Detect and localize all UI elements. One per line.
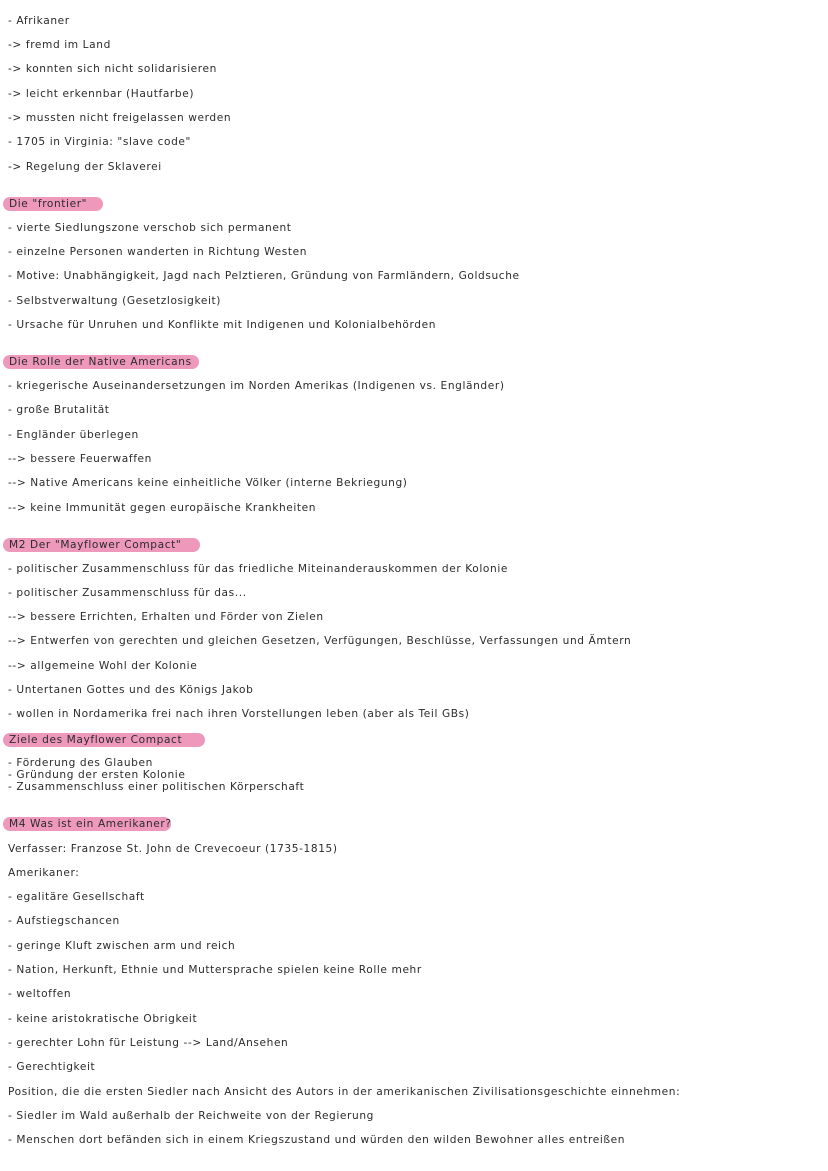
note-line: - Zusammenschluss einer politischen Körperschaft <box>8 781 305 793</box>
note-line: - 1705 in Virginia: "slave code" <box>8 136 192 148</box>
note-line: - Afrikaner <box>8 15 70 27</box>
note-line: - Engländer überlegen <box>8 429 139 441</box>
section-heading-mayflower-compact: M2 Der "Mayflower Compact" <box>3 538 200 552</box>
note-line: - Nation, Herkunft, Ethnie und Muttersprache spielen keine Rolle mehr <box>8 964 422 976</box>
note-line: - Ursache für Unruhen und Konflikte mit Indigenen und Kolonialbehörden <box>8 319 437 331</box>
note-line: - vierte Siedlungszone verschob sich permanent <box>8 222 292 234</box>
note-line: --> bessere Errichten, Erhalten und Förder von Zielen <box>8 611 324 623</box>
note-line: - geringe Kluft zwischen arm und reich <box>8 940 236 952</box>
note-line: - Aufstiegschancen <box>8 915 120 927</box>
note-line: - wollen in Nordamerika frei nach ihren Vorstellungen leben (aber als Teil GBs) <box>8 708 470 720</box>
note-line: - gerechter Lohn für Leistung --> Land/Ansehen <box>8 1037 289 1049</box>
note-line: - einzelne Personen wanderten in Richtung Westen <box>8 246 308 258</box>
note-line: - große Brutalität <box>8 404 110 416</box>
note-line: - keine aristokratische Obrigkeit <box>8 1013 198 1025</box>
note-line: --> Entwerfen von gerechten und gleichen Gesetzen, Verfügungen, Beschlüsse, Verfassungen und Ämtern <box>8 635 632 647</box>
note-line: Verfasser: Franzose St. John de Crevecoeur (1735-1815) <box>8 843 338 855</box>
note-line: - Förderung des Glauben <box>8 757 153 769</box>
note-line: Position, die die ersten Siedler nach Ansicht des Autors in der amerikanischen Zivilisationsgeschichte einnehmen: <box>8 1086 681 1098</box>
note-line: -> konnten sich nicht solidarisieren <box>8 63 217 75</box>
note-line: - Menschen dort befänden sich in einem Kriegszustand und würden den wilden Bewohner alles entreißen <box>8 1134 626 1146</box>
note-line: - Gerechtigkeit <box>8 1061 96 1073</box>
section-heading-ziele: Ziele des Mayflower Compact <box>3 733 205 747</box>
note-line: - kriegerische Auseinandersetzungen im Norden Amerikas (Indigenen vs. Engländer) <box>8 380 505 392</box>
note-line: - egalitäre Gesellschaft <box>8 891 145 903</box>
note-line: -> mussten nicht freigelassen werden <box>8 112 232 124</box>
section-heading-amerikaner: M4 Was ist ein Amerikaner? <box>3 817 171 831</box>
note-line: -> leicht erkennbar (Hautfarbe) <box>8 88 195 100</box>
note-line: - Gründung der ersten Kolonie <box>8 769 186 781</box>
note-line: -> fremd im Land <box>8 39 111 51</box>
note-line: - weltoffen <box>8 988 72 1000</box>
note-line: - Selbstverwaltung (Gesetzlosigkeit) <box>8 295 222 307</box>
note-line: Amerikaner: <box>8 867 80 879</box>
section-heading-native-americans: Die Rolle der Native Americans <box>3 355 199 369</box>
note-line: --> allgemeine Wohl der Kolonie <box>8 660 198 672</box>
note-line: - politischer Zusammenschluss für das... <box>8 587 247 599</box>
note-line: - Motive: Unabhängigkeit, Jagd nach Pelztieren, Gründung von Farmländern, Goldsuche <box>8 270 520 282</box>
note-line: - Siedler im Wald außerhalb der Reichweite von der Regierung <box>8 1110 374 1122</box>
section-heading-frontier: Die "frontier" <box>3 197 103 211</box>
note-line: --> keine Immunität gegen europäische Krankheiten <box>8 502 317 514</box>
note-line: --> Native Americans keine einheitliche Völker (interne Bekriegung) <box>8 477 408 489</box>
note-line: - politischer Zusammenschluss für das friedliche Miteinanderauskommen der Kolonie <box>8 563 508 575</box>
note-line: - Untertanen Gottes und des Königs Jakob <box>8 684 254 696</box>
note-line: --> bessere Feuerwaffen <box>8 453 152 465</box>
note-line: -> Regelung der Sklaverei <box>8 161 162 173</box>
